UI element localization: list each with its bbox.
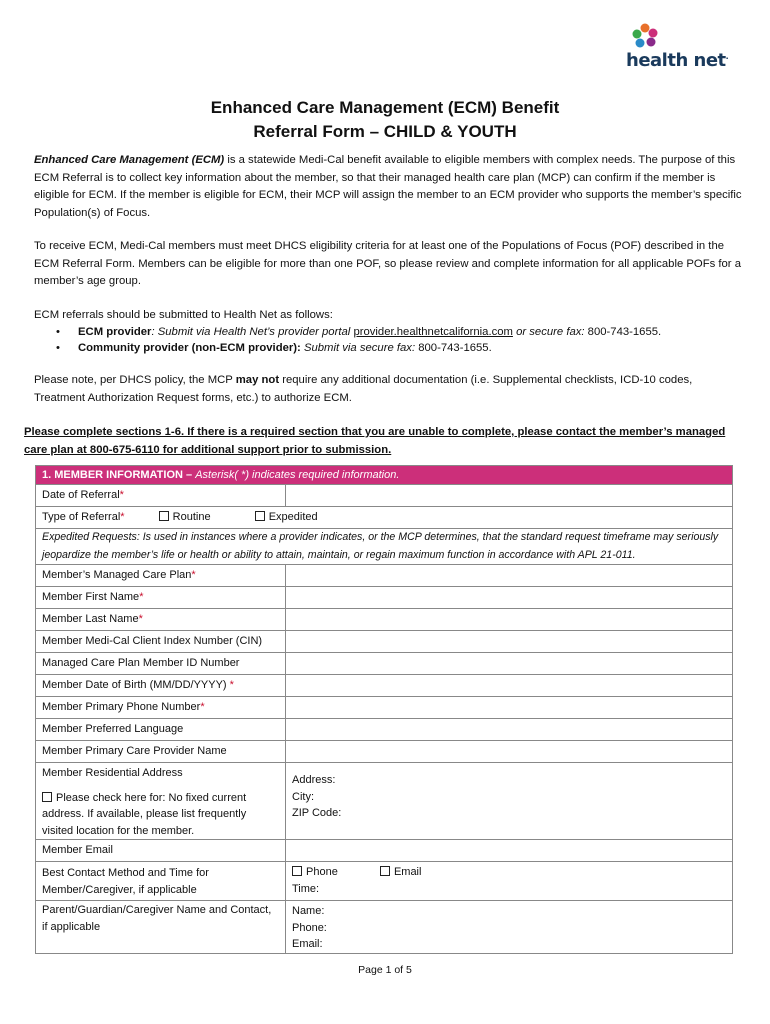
intro-paragraph-2: To receive ECM, Medi-Cal members must meet DHCS eligibility criteria for at least one of the Populations of Focus (POF) described in the ECM Referral Form. Members can be eligible for more than one POF, so please review and complete information for all applicable POFs for a member’s age group. [34, 240, 741, 287]
guardian-label: Parent/Guardian/Caregiver Name and Contact, if applicable [36, 901, 286, 954]
contact-time-label[interactable]: Time: [292, 882, 320, 895]
note-text-post: require any additional documentation (i.e. Supplemental checklists, ICD-10 codes, Treatment Authorization Request forms, etc.) to authorize ECM. [34, 374, 693, 404]
no-fixed-address-option [42, 790, 279, 840]
cin-field[interactable] [286, 631, 733, 653]
bullet-icon: • [56, 341, 60, 354]
health-net-flower-icon [630, 22, 660, 52]
table-row [36, 631, 733, 653]
first-name-label: Member First Name* [36, 587, 286, 609]
page-number: Page 1 of 5 [358, 964, 412, 976]
title-line-2: Referral Form – CHILD & YOUTH [253, 122, 517, 141]
section-header [36, 466, 733, 485]
preferred-language-field[interactable] [286, 719, 733, 741]
expedited-label: Expedited [268, 511, 318, 523]
completion-instructions: Please complete sections 1-6. If there is a required section that you are unable to complete, please contact the member’s managed care plan at 800-675-6110 for additional support prior to submission. [24, 426, 726, 456]
type-of-referral-row: Type of Referral* Routine Expedited [36, 507, 733, 529]
last-name-field[interactable] [286, 609, 733, 631]
pcp-name-label: Member Primary Care Provider Name [36, 741, 286, 763]
address-label: Address: [292, 774, 336, 786]
bullet-ecm-provider-fax-label: or secure fax: [512, 326, 585, 338]
last-name-label: Member Last Name* [36, 609, 286, 631]
table-row [36, 840, 733, 862]
intro-lead: Enhanced Care Management (ECM) [34, 154, 225, 166]
table-row [36, 587, 733, 609]
title-line-1: Enhanced Care Management (ECM) Benefit [210, 98, 560, 117]
managed-care-plan-label: Member’s Managed Care Plan* [36, 565, 286, 587]
primary-phone-field[interactable] [286, 697, 733, 719]
date-of-birth-field[interactable] [286, 675, 733, 697]
cin-label: Member Medi-Cal Client Index Number (CIN) [36, 631, 286, 653]
first-name-field[interactable] [286, 587, 733, 609]
logo-wordmark: health net. [626, 50, 729, 71]
bullet-community-provider-fax: 800-743-1655. [415, 341, 492, 354]
table-row [36, 485, 733, 507]
no-fixed-address-text: Please check here for: No fixed current address. If available, please list frequently visited location for the member. [42, 791, 247, 837]
guardian-name-label: Name: [292, 905, 325, 917]
list-item [56, 325, 746, 341]
member-id-label: Managed Care Plan Member ID Number [36, 653, 286, 675]
routine-checkbox[interactable] [159, 511, 169, 521]
table-row [36, 719, 733, 741]
table-row [36, 862, 733, 901]
section-1-title: 1. MEMBER INFORMATION – Asterisk( *) indicates required information. [36, 466, 733, 485]
intro-paragraph-3: ECM referrals should be submitted to Health Net as follows: [34, 309, 333, 321]
contact-email-checkbox[interactable] [380, 866, 390, 876]
date-of-referral-label: Date of Referral* [36, 485, 286, 507]
dhcs-policy-note [34, 372, 746, 407]
bullet-ecm-provider-label: ECM provider [78, 326, 152, 338]
residential-address-field[interactable] [286, 763, 733, 840]
intro-paragraph-1-text: is a statewide Medi-Cal benefit available to eligible members with complex needs. The purpose of this ECM Referral is to collect key information about the member, so that their managed health care plan (MCP) can confirm if the member is eligible for ECM. If the member is eligible for ECM, their MCP will assign the member to an ECM provider who supports the member’s specific Population(s) of Focus. [34, 154, 742, 219]
contact-method-label: Best Contact Method and Time for Member/Caregiver, if applicable [36, 862, 286, 901]
residential-address-label: Member Residential Address [42, 767, 183, 779]
pcp-name-field[interactable] [286, 741, 733, 763]
member-email-label: Member Email [36, 840, 286, 862]
managed-care-plan-field[interactable] [286, 565, 733, 587]
guardian-email-label: Email: [292, 938, 323, 950]
provider-portal-link[interactable]: provider.healthnetcalifornia.com [353, 326, 513, 338]
submission-methods-list [56, 325, 746, 356]
date-of-birth-label: Member Date of Birth (MM/DD/YYYY) * [36, 675, 286, 697]
table-row [36, 675, 733, 697]
required-hint: Asterisk( *) indicates required information. [195, 469, 400, 481]
bullet-icon: • [56, 326, 60, 338]
member-information-table [35, 465, 733, 954]
table-row [36, 609, 733, 631]
bullet-ecm-provider-text: : Submit via Health Net’s provider portal [151, 326, 354, 338]
type-of-referral-label: Type of Referral [42, 511, 121, 523]
contact-phone-checkbox[interactable] [292, 866, 302, 876]
contact-method-field [286, 862, 733, 901]
expedited-checkbox[interactable] [255, 511, 265, 521]
bullet-community-provider-text: Submit via secure fax: [300, 341, 416, 354]
contact-phone-label: Phone [306, 866, 338, 878]
table-row [36, 653, 733, 675]
member-email-field[interactable] [286, 840, 733, 862]
health-net-logo [624, 22, 734, 74]
table-row [36, 697, 733, 719]
zip-label: ZIP Code: [292, 807, 342, 819]
member-id-field[interactable] [286, 653, 733, 675]
expedited-note: Expedited Requests: Is used in instances where a provider indicates, or the MCP determines, that the standard request timeframe may seriously jeopardize the member’s life or health or ability to attain, maintain, or regain maximum function in accordance with APL 21-011. [36, 529, 733, 565]
table-row [36, 507, 733, 529]
date-of-referral-field[interactable] [286, 485, 733, 507]
bullet-community-provider-label: Community provider (non-ECM provider): [78, 341, 301, 354]
routine-label: Routine [172, 511, 211, 523]
table-row [36, 741, 733, 763]
preferred-language-label: Member Preferred Language [36, 719, 286, 741]
no-fixed-address-checkbox[interactable] [42, 792, 52, 802]
table-row [36, 565, 733, 587]
page-title [0, 96, 770, 144]
intro-paragraph-1 [34, 152, 746, 222]
city-label: City: [292, 790, 314, 803]
contact-email-label: Email [393, 866, 422, 878]
table-row [36, 529, 733, 565]
list-item [56, 341, 746, 357]
guardian-field[interactable] [286, 901, 733, 954]
bullet-ecm-provider-fax: 800-743-1655. [584, 326, 662, 338]
table-row [36, 763, 733, 840]
note-emphasis: may not [235, 374, 280, 386]
primary-phone-label: Member Primary Phone Number* [36, 697, 286, 719]
table-row [36, 901, 733, 954]
guardian-phone-label: Phone: [292, 921, 327, 934]
residential-address-label-cell [36, 763, 286, 840]
note-text-pre: Please note, per DHCS policy, the MCP [34, 374, 236, 386]
